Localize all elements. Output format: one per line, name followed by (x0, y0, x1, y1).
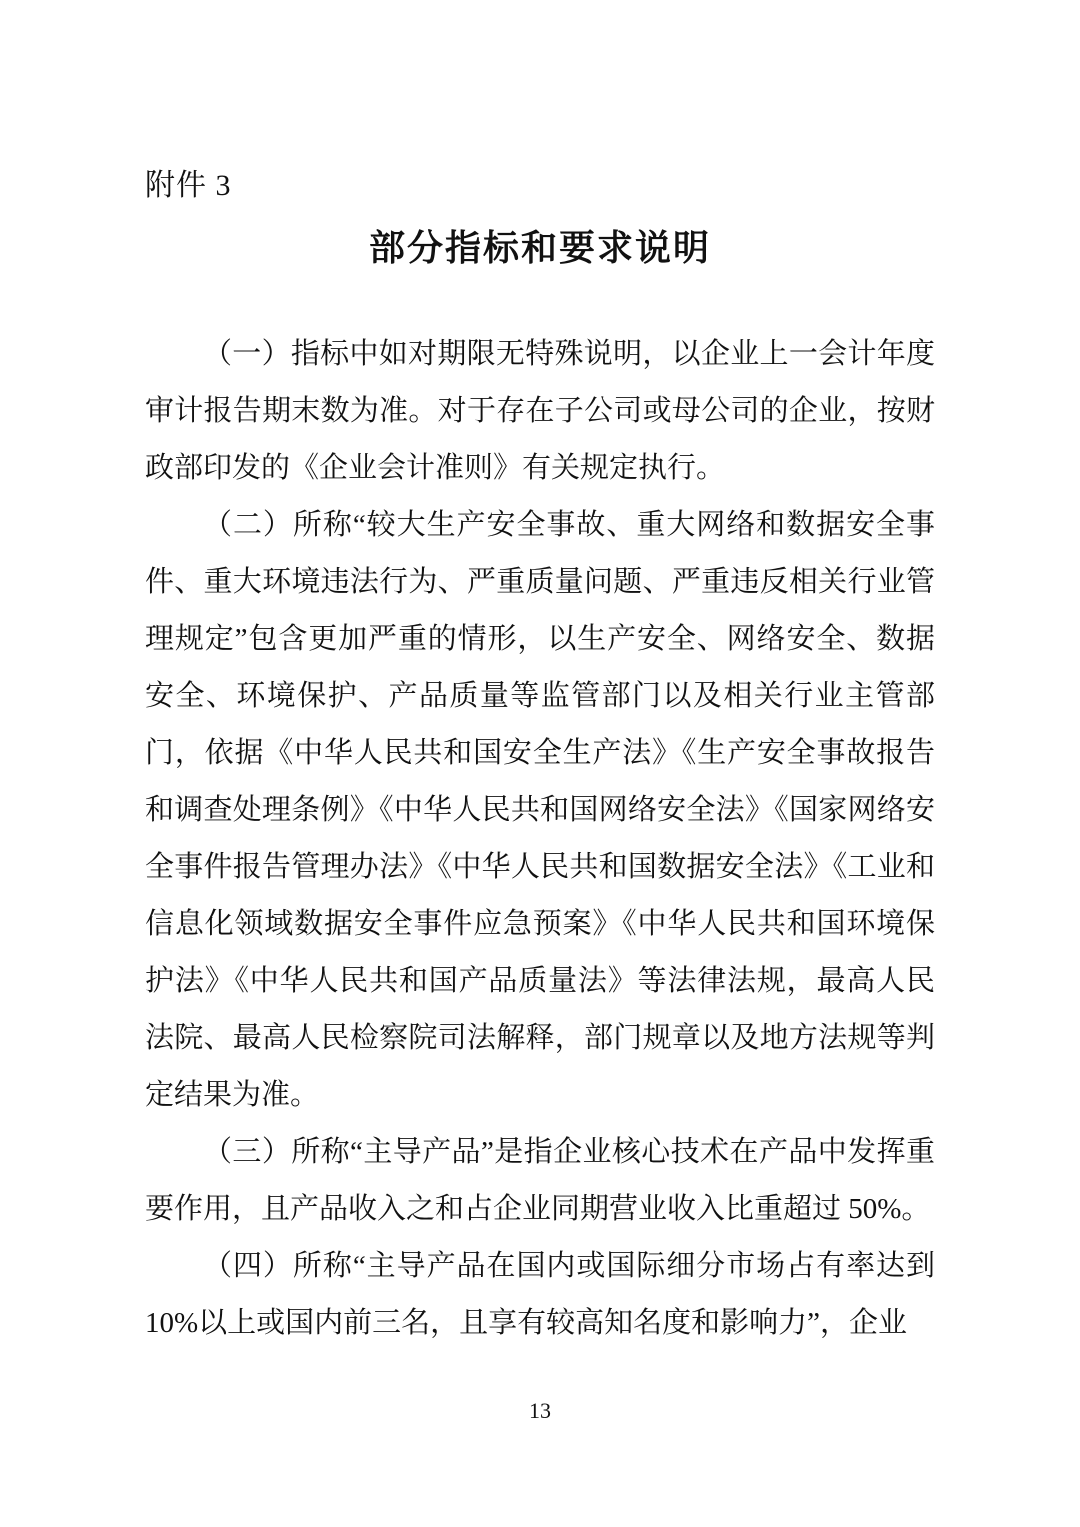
document-title: 部分指标和要求说明 (368, 228, 711, 268)
document-body (145, 326, 935, 1352)
page-number: 13 (529, 1398, 551, 1423)
paragraph: （四）所称“主导产品在国内或国际细分市场占有率达到 10%以上或国内前三名，且享有较高知名度和影响力”，企业 (145, 1250, 935, 1339)
paragraph: （二）所称“较大生产安全事故、重大网络和数据安全事件、重大环境违法行为、严重质量问题、严重违反相关行业管理规定”包含更加严重的情形，以生产安全、网络安全、数据安全、环境保护、产品质量等监管部门以及相关行业主管部门，依据《中华人民共和国安全生产法》《生产安全事故报告和调查处理条例》《中华人民共和国网络安全法》《国家网络安全事件报告管理办法》《中华人民共和国数据安全法》《工业和信息化领域数据安全事件应急预案》《中华人民共和国环境保护法》《中华人民共和国产品质量法》等法律法规，最高人民法院、最高人民检察院司法解释，部门规章以及地方法规等判定结果为准。 (145, 509, 935, 1111)
paragraph: （一）指标中如对期限无特殊说明，以企业上一会计年度审计报告期末数为准。对于存在子公司或母公司的企业，按财政部印发的《企业会计准则》有关规定执行。 (145, 338, 935, 484)
attachment-label: 附件 3 (145, 169, 232, 202)
paragraph: （三）所称“主导产品”是指企业核心技术在产品中发挥重要作用，且产品收入之和占企业同期营业收入比重超过 50%。 (145, 1136, 935, 1225)
